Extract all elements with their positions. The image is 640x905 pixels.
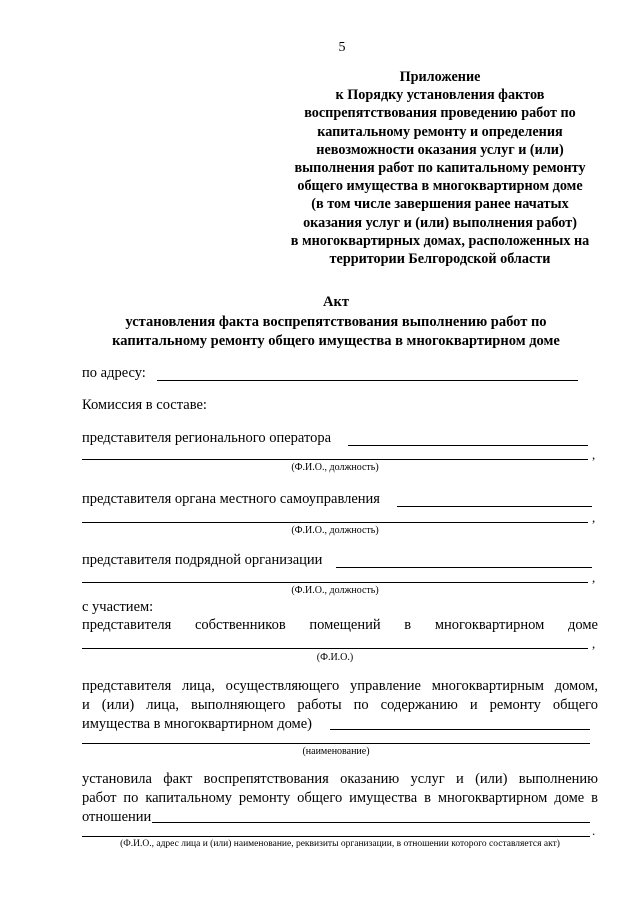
comma: , [592, 510, 596, 525]
appendix-line: в многоквартирных домах, расположенных на [290, 232, 590, 249]
appendix-line: невозможности оказания услуг и (или) [316, 141, 564, 158]
manager-field-line [330, 729, 590, 730]
owners-representative-label [82, 617, 598, 634]
manager-line-1: представителя лица, осуществляющего управление многоквартирным домом, [82, 678, 598, 694]
established-line-1: установила факт воспрепятствования оказанию услуг и (или) выполнению [82, 771, 598, 787]
appendix-header [200, 68, 640, 268]
owners-word: в [404, 617, 412, 633]
appendix-line: выполнения работ по капитальному ремонту [294, 160, 586, 177]
act-title: Акт [323, 294, 349, 310]
address-label: по адресу: [82, 365, 146, 381]
established-line-3: отношении [82, 809, 152, 825]
appendix-line: (в том числе завершения ранее начатых [311, 196, 569, 213]
contractor-label: представителя подрядной организации [82, 552, 323, 568]
final-caption: (Ф.И.О., адрес лица и (или) наименование, реквизиты организации, в отношении которого составляется акт) [120, 839, 560, 849]
appendix-line: общего имущества в многоквартирном доме [297, 178, 583, 195]
established-line-2: работ по капитальному ремонту общего имущества в многоквартирном доме в [82, 790, 598, 806]
participation-label: с участием: [82, 599, 154, 615]
owners-word: собственников [194, 617, 286, 633]
act-title-block [60, 293, 612, 352]
local-government-label: представителя органа местного самоуправления [82, 491, 380, 507]
contractor-field-line-2 [82, 582, 588, 583]
appendix-line: Приложение [399, 69, 481, 85]
name-caption: (наименование) [302, 746, 370, 757]
owners-word: многоквартирном [434, 617, 545, 633]
fio-position-caption: (Ф.И.О., должность) [291, 525, 379, 536]
manager-line-3: имущества в многоквартирном доме) [82, 716, 312, 732]
owners-field-line [82, 648, 588, 649]
owners-word: доме [567, 617, 598, 633]
act-subtitle-line-1: установления факта воспрепятствования выполнению работ по [125, 313, 547, 330]
owners-word: представителя [82, 617, 172, 633]
established-field-line [152, 822, 590, 823]
established-field-line-2 [82, 836, 590, 837]
comma: , [592, 447, 596, 462]
address-field-line [157, 380, 578, 381]
regional-operator-field-line [348, 445, 588, 446]
fio-position-caption: (Ф.И.О., должность) [291, 585, 379, 596]
manager-field-line-2 [82, 743, 590, 744]
appendix-line: к Порядку установления фактов [335, 87, 545, 104]
fio-caption: (Ф.И.О.) [316, 652, 354, 663]
commission-label: Комиссия в составе: [82, 397, 207, 413]
established-paragraph [82, 770, 598, 827]
page-number: 5 [338, 40, 346, 55]
local-government-field-line-2 [82, 522, 588, 523]
manager-line-2: и (или) лица, выполняющего работы по содержанию и ремонту общего [82, 697, 598, 713]
appendix-line: воспрепятствования проведению работ по [304, 105, 576, 122]
comma: , [592, 570, 596, 585]
appendix-line: оказания услуг и (или) выполнения работ) [303, 214, 577, 231]
manager-paragraph [82, 677, 598, 734]
regional-operator-label: представителя регионального оператора [82, 430, 332, 446]
period: . [592, 823, 596, 838]
regional-operator-field-line-2 [82, 459, 588, 460]
comma: , [592, 636, 596, 651]
local-government-field-line [397, 506, 592, 507]
owners-word: помещений [309, 617, 381, 633]
appendix-line: территории Белгородской области [329, 251, 551, 268]
fio-position-caption: (Ф.И.О., должность) [291, 462, 379, 473]
contractor-field-line [336, 567, 592, 568]
appendix-line: капитальному ремонту и определения [317, 123, 563, 140]
act-subtitle-line-2: капитальному ремонту общего имущества в многоквартирном доме [112, 333, 560, 349]
